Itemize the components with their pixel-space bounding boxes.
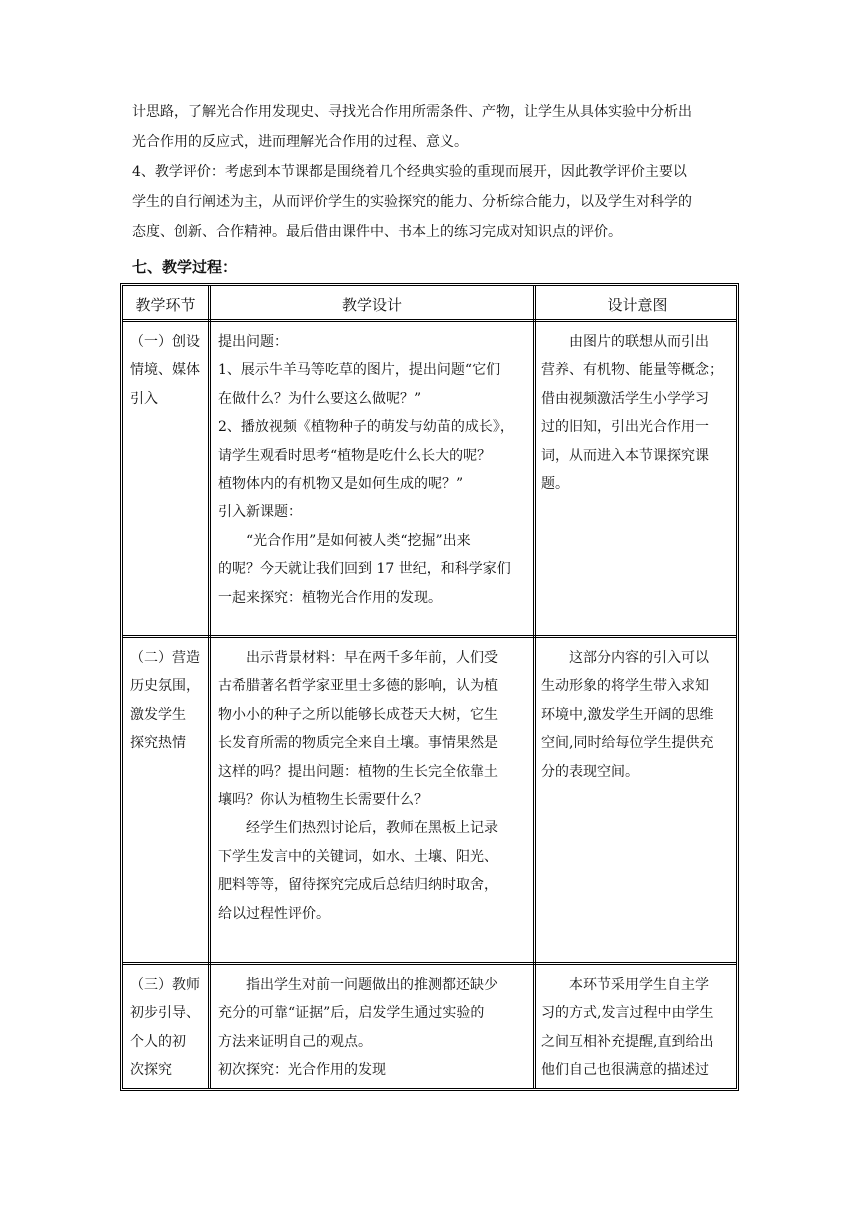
stage-line: 探究热情 (130, 735, 186, 752)
stage-line: （二）营造 (130, 650, 200, 666)
intent-line: 这部分内容的引入可以 (569, 650, 709, 666)
stage-line: （一）创设 (130, 334, 200, 350)
intent-line: 他们自己也很满意的描述过 (541, 1062, 709, 1079)
row3-design (218, 971, 528, 1085)
stage-line: 情境、媒体 (130, 362, 200, 379)
design-line: 在做什么？为什么要这么做呢？” (218, 390, 422, 407)
text-line: 学生的自行阐述为主，从而评价学生的实验探究的能力、分析综合能力，以及学生对科学的 (132, 194, 692, 210)
row2-stage (130, 644, 206, 758)
intent-line: 生动形象的将学生带入求知 (541, 678, 709, 695)
design-line: 指出学生对前一问题做出的推测都还缺少 (246, 977, 498, 993)
design-line: 请学生观看时思考“植物是吃什么长大的呢？ (218, 447, 492, 464)
design-line: 给以过程性评价。 (218, 905, 330, 922)
row-divider (123, 635, 736, 638)
intent-line: 题。 (541, 476, 569, 493)
intent-line: 分的表现空间。 (541, 763, 639, 780)
stage-line: 初步引导、 (130, 1005, 200, 1022)
row3-stage (130, 971, 206, 1085)
design-line: “光合作用”是如何被人类“挖掘”出来 (246, 532, 471, 549)
design-line: 1、展示牛羊马等吃草的图片，提出问题“它们 (218, 362, 501, 379)
row-divider (123, 962, 736, 965)
row2-design (218, 644, 528, 928)
design-line: 的呢？今天就让我们回到 17 世纪，和科学家们 (218, 561, 511, 578)
text-line: 态度、创新、合作精神。最后借由课件中、书本上的练习完成对知识点的评价。 (132, 224, 622, 240)
row1-stage (130, 328, 206, 413)
intro-paragraph (132, 97, 732, 247)
section-heading: 七、教学过程： (132, 258, 238, 276)
design-line: 古希腊著名哲学家亚里士多德的影响，认为植 (218, 678, 498, 695)
design-line: 物小小的种子之所以能够长成苍天大树，它生 (218, 706, 498, 723)
intent-line: 习的方式,发言过程中由学生 (541, 1005, 714, 1022)
stage-line: 个人的初 (130, 1033, 186, 1050)
design-line: 下学生发言中的关键词，如水、土壤、阳光、 (218, 848, 498, 865)
intent-line: 之间互相补充提醒,直到给出 (541, 1033, 714, 1050)
intent-line: 营养、有机物、能量等概念； (541, 362, 723, 379)
intent-line: 环境中,激发学生开阔的思维 (541, 706, 714, 723)
design-line: 充分的可靠“证据”后，启发学生通过实验的 (218, 1005, 485, 1022)
stage-line: 引入 (130, 390, 158, 407)
design-line: 植物体内的有机物又是如何生成的呢？” (218, 476, 464, 493)
header-design: 教学设计 (341, 296, 402, 314)
row3-intent (541, 971, 737, 1085)
row2-intent (541, 644, 737, 786)
row1-intent (541, 328, 737, 498)
intent-line: 过的旧知，引出光合作用一 (541, 419, 709, 436)
design-line: 长发育所需的物质完全来自土壤。事情果然是 (218, 735, 498, 752)
intent-line: 词，从而进入本节课探究课 (541, 447, 709, 464)
stage-line: 历史氛围， (130, 678, 200, 695)
column-divider (533, 286, 536, 1088)
design-line: 提出问题： (218, 334, 288, 350)
design-line: 经学生们热烈讨论后，教师在黑板上记录 (246, 820, 498, 837)
header-stage: 教学环节 (135, 296, 196, 314)
row1-design (218, 328, 528, 612)
design-line: 一起来探究：植物光合作用的发现。 (218, 589, 442, 606)
stage-line: （三）教师 (130, 977, 200, 993)
design-line: 引入新课题： (218, 504, 302, 521)
intent-line: 借由视频激活学生小学学习 (541, 390, 709, 407)
column-divider (208, 286, 211, 1088)
row-divider (123, 319, 736, 322)
design-line: 壤吗？你认为植物生长需要什么？ (218, 792, 428, 809)
design-line: 2、播放视频《植物种子的萌发与幼苗的成长》， (218, 419, 514, 436)
intent-line: 由图片的联想从而引出 (569, 334, 709, 350)
design-line: 初次探究：光合作用的发现 (218, 1062, 386, 1079)
text-line: 4、教学评价：考虑到本节课都是围绕着几个经典实验的重现而展开，因此教学评价主要以 (132, 164, 687, 180)
stage-line: 次探究 (130, 1062, 172, 1079)
design-line: 出示背景材料：早在两千多年前，人们受 (246, 650, 498, 666)
intent-line: 本环节采用学生自主学 (569, 977, 709, 993)
teaching-process-table (120, 283, 739, 1091)
text-line: 光合作用的反应式，进而理解光合作用的过程、意义。 (132, 134, 468, 150)
design-line: 方法来证明自己的观点。 (218, 1033, 372, 1050)
header-intent: 设计意图 (607, 296, 668, 314)
text-line: 计思路，了解光合作用发现史、寻找光合作用所需条件、产物，让学生从具体实验中分析出 (132, 104, 692, 120)
design-line: 肥料等等，留待探究完成后总结归纳时取舍， (218, 877, 498, 894)
design-line: 这样的吗？提出问题：植物的生长完全依靠土 (218, 763, 498, 780)
intent-line: 空间,同时给每位学生提供充 (541, 735, 714, 752)
stage-line: 激发学生 (130, 706, 186, 723)
